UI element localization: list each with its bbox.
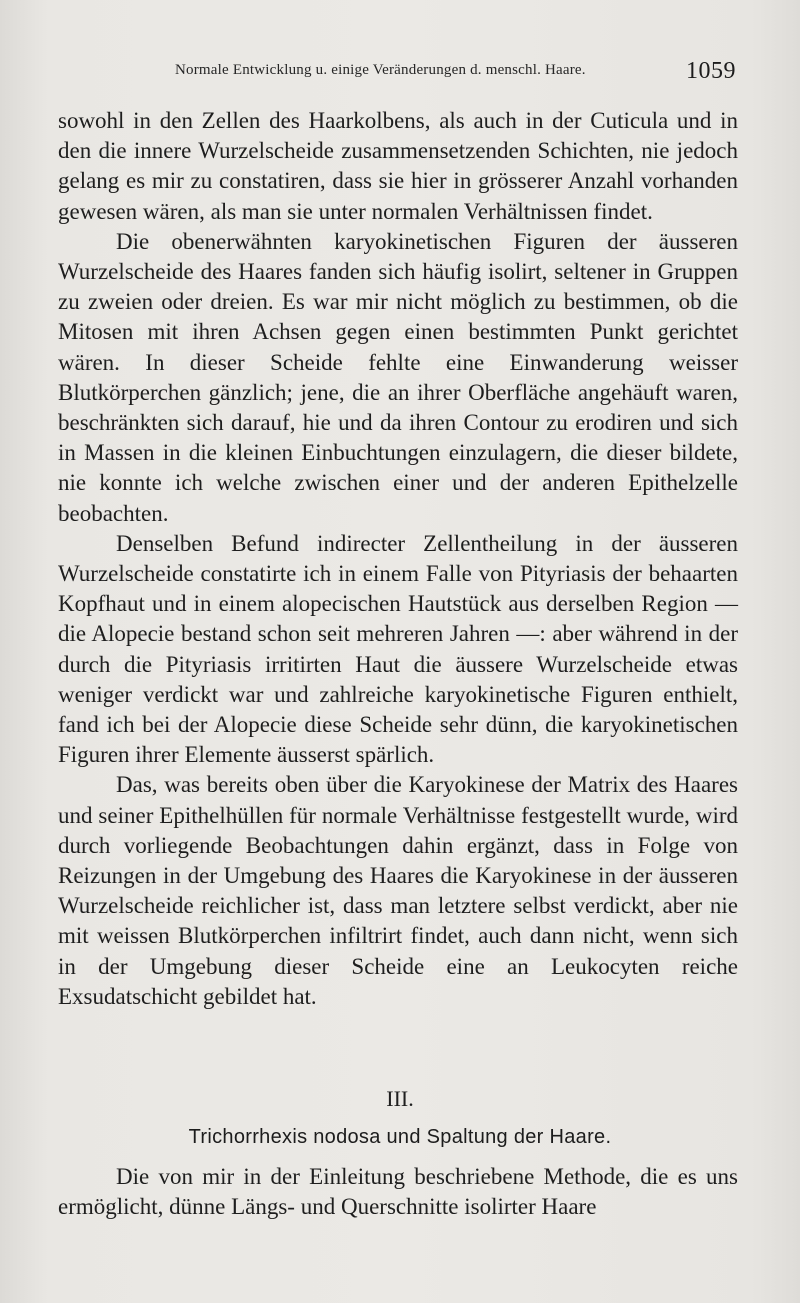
section-title: Trichorrhexis nodosa und Spaltung der Haare. xyxy=(188,1126,612,1148)
paragraph-summary: Das, was bereits oben über die Karyokinese der Matrix des Haares und seiner Epithelhüllen für normale Verhältnisse festgestellt wurde, wird durch vorliegende Beobachtungen dahin ergänzt, dass in Folge von Reizungen in der Umgebung des Haares die Karyokinese in der äusseren Wurzelscheide reichlicher ist, dass man letztere selbst verdickt, aber nie mit weissen Blutkörperchen infiltrirt findet, auch dann nicht, wenn sich in der Umgebung dieser Scheide eine an Leukocyten reiche Exsudatschicht gebildet hat. xyxy=(58,772,738,1009)
section-number: III. xyxy=(386,1086,414,1111)
paragraph-pityriasis: Denselben Befund indirecter Zellentheilung in der äusseren Wurzelscheide constatirte ich in einem Falle von Pityriasis der behaarten Kopfhaut und in einem alopecischen Hautstück aus derselben Region — die Alopecie bestand schon seit mehreren Jahren —: aber während in der durch die Pityriasis irritirten Haut die äussere Wurzelscheide etwas weniger verdickt war und zahlreiche karyokinetische Figuren enthielt, fand ich bei der Alopecie diese Scheide sehr dünn, die karyokinetischen Figuren ihrer Elemente äusserst spärlich. xyxy=(58,530,738,768)
section-opening xyxy=(58,1162,738,1222)
body-text xyxy=(58,106,738,1012)
running-head xyxy=(0,58,800,88)
running-title: Normale Entwicklung u. einige Veränderungen d. menschl. Haare. xyxy=(175,62,586,78)
paragraph-continuation: sowohl in den Zellen des Haarkolbens, als auch in der Cuticula und in den die innere Wurzelscheide zusammensetzenden Schichten, nie jedoch gelang es mir zu constatiren, dass sie hier in grösserer Anzahl vorhanden gewesen wären, als man sie unter normalen Verhältnissen findet. xyxy=(58,108,738,224)
paragraph-section-opening: Die von mir in der Einleitung beschriebene Methode, die es uns ermöglicht, dünne Längs- und Querschnitte isolirter Haare xyxy=(58,1164,738,1220)
page-number: 1059 xyxy=(686,58,736,84)
paragraph-mitoses: Die obenerwähnten karyokinetischen Figuren der äusseren Wurzelscheide des Haares fanden sich häufig isolirt, seltener in Gruppen zu zweien oder dreien. Es war mir nicht möglich zu bestimmen, ob die Mitosen mit ihren Achsen gegen einen bestimmten Punkt gerichtet wären. In dieser Scheide fehlte eine Einwanderung weisser Blutkörperchen gänzlich; jene, die an ihrer Oberfläche angehäuft waren, beschränkten sich darauf, hie und da ihren Contour zu erodiren und sich in Massen in die kleinen Einbuchtungen einzulagern, die dieser bildete, nie konnte ich welche zwischen einer und der anderen Epithelzelle beobachten. xyxy=(58,228,738,526)
